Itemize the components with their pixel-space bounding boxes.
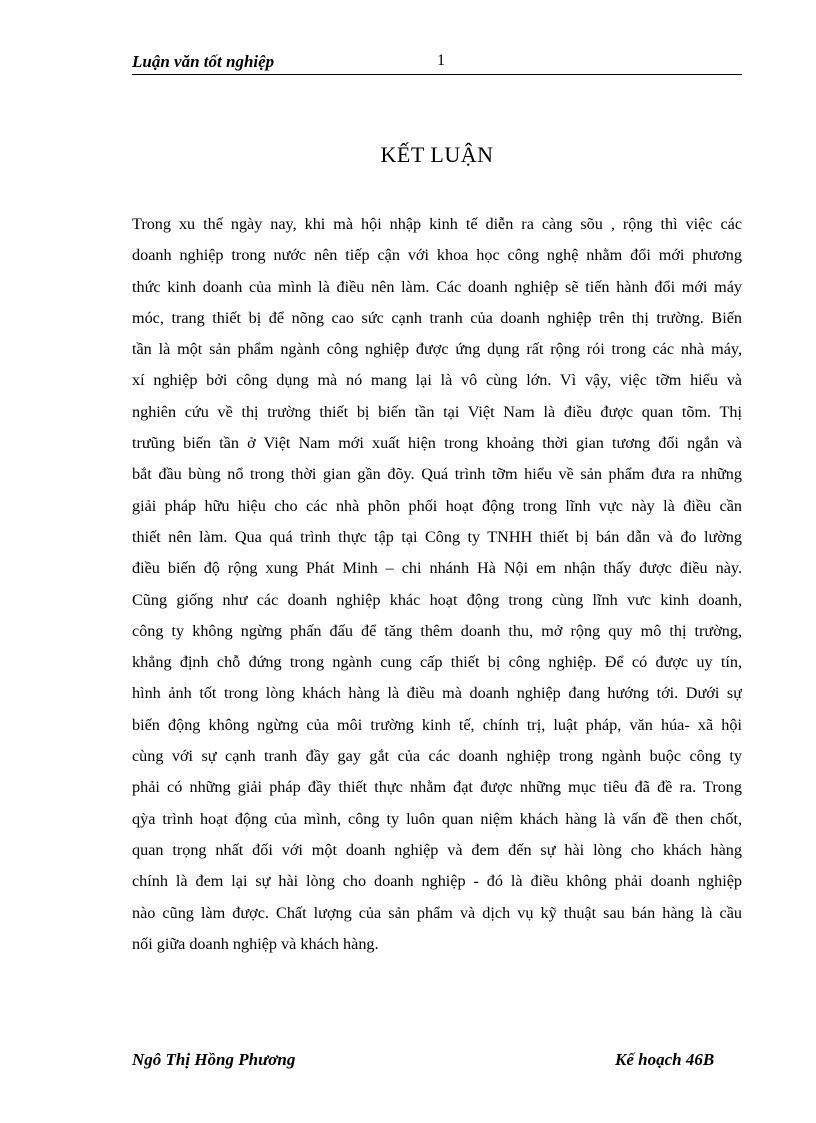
thesis-title: Luận văn tốt nghiệp	[132, 52, 275, 71]
paragraph-line: trưũng biến tần ở Việt Nam mới xuất hiện trong khoảng thời gian tương đối ngắn và	[132, 434, 742, 453]
footer-class: Kế hoạch 46B	[615, 1050, 715, 1069]
paragraph-line: khẳng định chỗ đứng trong ngành cung cấp thiết bị công nghiệp. Để có được uy tín,	[132, 653, 742, 672]
page-number: 1	[437, 52, 445, 69]
paragraph-line: Trong xu thế ngày nay, khi mà hội nhập kinh tế diễn ra càng sõu , rộng thì việc các	[132, 215, 742, 233]
paragraph-line: Cũng giống như các doanh nghiệp khác hoạt động trong cùng lĩnh vưc kinh doanh,	[132, 590, 742, 609]
paragraph-line: giải pháp hữu hiệu cho các nhà phõn phối hoạt động trong lĩnh vực này là điều cần	[132, 496, 742, 515]
paragraph-line: điều biến độ rộng xung Phát Minh – chi nhánh Hà Nội em nhận thấy được điều này.	[132, 559, 742, 578]
paragraph-line: thiết nên làm. Qua quá trình thực tập tại Công ty TNHH thiết bị bán dẫn và đo lường	[132, 527, 742, 546]
paragraph-line: biến động không ngừng của môi trường kinh tế, chính trị, luật pháp, văn húa- xã hội	[132, 715, 742, 734]
conclusion-paragraph	[132, 209, 742, 960]
paragraph-line: công ty không ngừng phấn đấu để tăng thêm doanh thu, mở rộng quy mô thị trường,	[132, 621, 742, 640]
section-heading: KẾT LUẬN	[380, 142, 494, 167]
page-header	[132, 52, 742, 75]
paragraph-line: nối giữa doanh nghiệp và khách hàng.	[132, 934, 379, 953]
paragraph-line: thức kinh doanh của mình là điều nên làm. Các doanh nghiệp sẽ tiến hành đổi mới máy	[132, 277, 742, 296]
paragraph-line: chính là đem lại sự hài lòng cho doanh nghiệp - đó là điều không phải doanh nghiệp	[132, 872, 742, 891]
paragraph-line: hình ảnh tốt trong lòng khách hàng là điều mà doanh nghiệp đang hướng tới. Dưới sự	[132, 684, 742, 703]
paragraph-line: móc, trang thiết bị để nõng cao sức cạnh tranh của doanh nghiệp trên thị trường. Biến	[132, 308, 742, 327]
footer-author: Ngô Thị Hồng Phương	[132, 1050, 296, 1069]
paragraph-line: cùng với sự cạnh tranh đầy gay gắt của các doanh nghiệp trong ngành buộc công ty	[132, 747, 742, 766]
paragraph-line: quan trọng nhất đối với một doanh nghiệp và đem đến sự hài lòng cho khách hàng	[132, 840, 742, 859]
paragraph-line: xí nghiệp bởi công dụng mà nó mang lại là vô cùng lớn. Vì vậy, việc tỡm hiểu và	[132, 371, 742, 390]
paragraph-line: nào cũng làm được. Chất lượng của sản phẩm và dịch vụ kỹ thuật sau bán hàng là cầu	[132, 903, 742, 922]
paragraph-line: nghiên cứu về thị trường thiết bị biến tần tại Việt Nam là điều được quan tõm. Thị	[132, 402, 742, 421]
paragraph-line: tần là một sản phẩm ngành công nghiệp được ứng dụng rất rộng rói trong các nhà máy,	[132, 340, 742, 359]
paragraph-line: doanh nghiệp trong nước nên tiếp cận với khoa học công nghệ nhằm đổi mới phương	[132, 246, 742, 265]
paragraph-line: bắt đầu bùng nổ trong thời gian gần đõy. Quá trình tỡm hiểu về sản phẩm đưa ra những	[132, 465, 742, 484]
paragraph-line: phải có những giải pháp đầy thiết thực nhằm đạt được những mục tiêu đã đề ra. Trong	[132, 778, 742, 797]
paragraph-line: qỳa trình hoạt động của mình, công ty luôn quan niệm khách hàng là vấn đề then chốt,	[132, 809, 742, 828]
